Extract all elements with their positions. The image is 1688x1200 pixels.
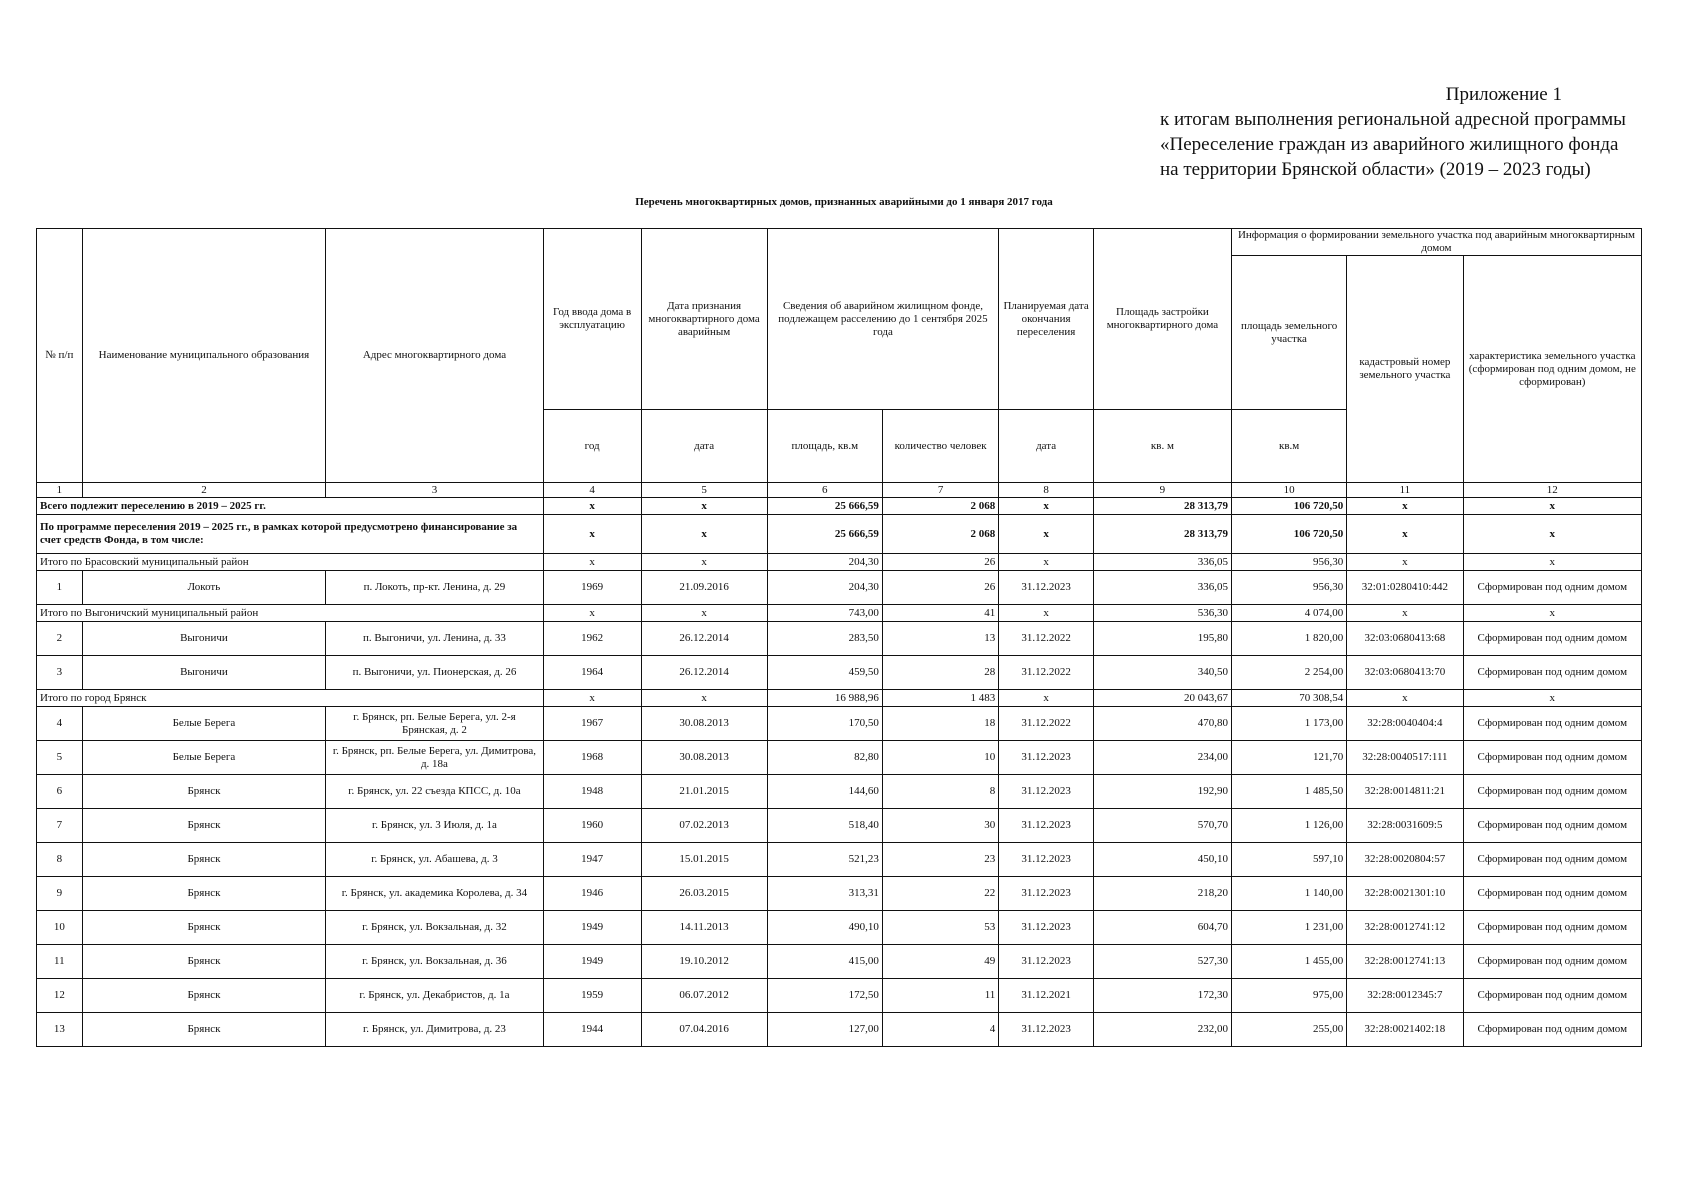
total-program-row (37, 515, 1642, 554)
column-number: 4 (543, 483, 641, 498)
row-area: 490,10 (767, 911, 882, 945)
row-year-built: 1962 (543, 622, 641, 656)
total-cell: x (1463, 605, 1641, 622)
row-land-area: 1 455,00 (1231, 945, 1346, 979)
row-number: 4 (37, 707, 83, 741)
row-planned-end: 31.12.2021 (999, 979, 1094, 1013)
appendix-header (1160, 82, 1680, 182)
row-land-char: Сформирован под одним домом (1463, 775, 1641, 809)
row-municipality: Брянск (82, 775, 326, 809)
row-number: 11 (37, 945, 83, 979)
row-land-char: Сформирован под одним домом (1463, 843, 1641, 877)
group-total-label: Итого по город Брянск (37, 690, 544, 707)
row-municipality: Брянск (82, 979, 326, 1013)
row-people: 26 (882, 571, 998, 605)
row-municipality: Белые Берега (82, 707, 326, 741)
row-build-area: 570,70 (1093, 809, 1231, 843)
row-land-area: 1 173,00 (1231, 707, 1346, 741)
group-total-row (37, 605, 1642, 622)
row-cadastral: 32:28:0040404:4 (1347, 707, 1463, 741)
total-cell: x (543, 515, 641, 554)
row-number: 13 (37, 1013, 83, 1047)
row-year-built: 1944 (543, 1013, 641, 1047)
row-municipality: Выгоничи (82, 656, 326, 690)
row-recognized-date: 26.03.2015 (641, 877, 767, 911)
total-build-area: 28 313,79 (1093, 498, 1231, 515)
row-recognized-date: 26.12.2014 (641, 656, 767, 690)
row-cadastral: 32:28:0031609:5 (1347, 809, 1463, 843)
row-cadastral: 32:01:0280410:442 (1347, 571, 1463, 605)
row-build-area: 450,10 (1093, 843, 1231, 877)
row-land-char: Сформирован под одним домом (1463, 741, 1641, 775)
total-all-row (37, 498, 1642, 515)
row-recognized-date: 07.02.2013 (641, 809, 767, 843)
total-cell: x (543, 605, 641, 622)
row-recognized-date: 07.04.2016 (641, 1013, 767, 1047)
row-land-area: 1 140,00 (1231, 877, 1346, 911)
column-number: 10 (1231, 483, 1346, 498)
row-address: г. Брянск, ул. Декабристов, д. 1а (326, 979, 543, 1013)
total-cell: x (1347, 554, 1463, 571)
row-people: 30 (882, 809, 998, 843)
column-number: 9 (1093, 483, 1231, 498)
total-cell: x (543, 554, 641, 571)
row-address: п. Выгоничи, ул. Ленина, д. 33 (326, 622, 543, 656)
col-header-housing-info: Сведения об аварийном жилищном фонде, подлежащем расселению до 1 сентября 2025 года (767, 229, 999, 410)
total-label: Всего подлежит переселению в 2019 – 2025 гг. (37, 498, 544, 515)
row-address: г. Брянск, рп. Белые Берега, ул. Димитрова, д. 18а (326, 741, 543, 775)
table-row (37, 945, 1642, 979)
col-header-planned-end: Планируемая дата окончания переселения (999, 229, 1094, 410)
row-planned-end: 31.12.2023 (999, 809, 1094, 843)
col-header-num: № п/п (37, 229, 83, 483)
row-land-area: 121,70 (1231, 741, 1346, 775)
row-area: 204,30 (767, 571, 882, 605)
row-build-area: 192,90 (1093, 775, 1231, 809)
row-municipality: Белые Берега (82, 741, 326, 775)
row-number: 6 (37, 775, 83, 809)
row-cadastral: 32:28:0012345:7 (1347, 979, 1463, 1013)
total-cell: x (641, 554, 767, 571)
row-recognized-date: 30.08.2013 (641, 741, 767, 775)
row-number: 9 (37, 877, 83, 911)
row-municipality: Локоть (82, 571, 326, 605)
row-planned-end: 31.12.2023 (999, 571, 1094, 605)
table-row (37, 622, 1642, 656)
column-number: 1 (37, 483, 83, 498)
group-total-area: 743,00 (767, 605, 882, 622)
row-planned-end: 31.12.2023 (999, 877, 1094, 911)
total-cell: x (1347, 605, 1463, 622)
table-row (37, 1013, 1642, 1047)
total-cell: x (543, 498, 641, 515)
row-cadastral: 32:28:0040517:111 (1347, 741, 1463, 775)
row-area: 172,50 (767, 979, 882, 1013)
row-year-built: 1969 (543, 571, 641, 605)
col-header-build-area: Площадь застройки многоквартирного дома (1093, 229, 1231, 410)
row-planned-end: 31.12.2022 (999, 622, 1094, 656)
row-area: 283,50 (767, 622, 882, 656)
group-total-label: Итого по Брасовский муниципальный район (37, 554, 544, 571)
col-header-cadastral: кадастровый номер земельного участка (1347, 256, 1463, 483)
table-row (37, 707, 1642, 741)
row-address: г. Брянск, ул. Вокзальная, д. 32 (326, 911, 543, 945)
row-planned-end: 31.12.2023 (999, 741, 1094, 775)
row-build-area: 336,05 (1093, 571, 1231, 605)
column-number: 12 (1463, 483, 1641, 498)
unit-date: дата (999, 410, 1094, 483)
table-row (37, 656, 1642, 690)
group-total-area: 204,30 (767, 554, 882, 571)
row-planned-end: 31.12.2023 (999, 843, 1094, 877)
column-number: 5 (641, 483, 767, 498)
row-build-area: 604,70 (1093, 911, 1231, 945)
row-land-char: Сформирован под одним домом (1463, 656, 1641, 690)
row-cadastral: 32:28:0021402:18 (1347, 1013, 1463, 1047)
row-land-char: Сформирован под одним домом (1463, 1013, 1641, 1047)
table-row (37, 843, 1642, 877)
group-total-row (37, 554, 1642, 571)
group-total-row (37, 690, 1642, 707)
row-planned-end: 31.12.2023 (999, 775, 1094, 809)
row-area: 144,60 (767, 775, 882, 809)
row-year-built: 1946 (543, 877, 641, 911)
row-area: 521,23 (767, 843, 882, 877)
unit-people: количество человек (882, 410, 998, 483)
row-cadastral: 32:28:0012741:12 (1347, 911, 1463, 945)
total-cell: x (999, 554, 1094, 571)
row-year-built: 1949 (543, 911, 641, 945)
row-recognized-date: 26.12.2014 (641, 622, 767, 656)
total-area: 25 666,59 (767, 515, 882, 554)
row-municipality: Брянск (82, 877, 326, 911)
row-people: 10 (882, 741, 998, 775)
row-recognized-date: 19.10.2012 (641, 945, 767, 979)
total-cell: x (641, 498, 767, 515)
total-people: 2 068 (882, 498, 998, 515)
total-cell: x (1347, 498, 1463, 515)
row-year-built: 1964 (543, 656, 641, 690)
row-land-area: 1 126,00 (1231, 809, 1346, 843)
row-number: 12 (37, 979, 83, 1013)
row-recognized-date: 30.08.2013 (641, 707, 767, 741)
row-build-area: 340,50 (1093, 656, 1231, 690)
row-people: 11 (882, 979, 998, 1013)
group-total-build-area: 20 043,67 (1093, 690, 1231, 707)
table-row (37, 775, 1642, 809)
row-municipality: Брянск (82, 911, 326, 945)
row-number: 5 (37, 741, 83, 775)
table-row (37, 571, 1642, 605)
row-municipality: Брянск (82, 1013, 326, 1047)
appendix-line: к итогам выполнения региональной адресной программы (1160, 109, 1626, 130)
row-people: 28 (882, 656, 998, 690)
row-recognized-date: 06.07.2012 (641, 979, 767, 1013)
total-land-area: 106 720,50 (1231, 498, 1346, 515)
row-recognized-date: 14.11.2013 (641, 911, 767, 945)
group-total-people: 41 (882, 605, 998, 622)
row-year-built: 1968 (543, 741, 641, 775)
row-people: 4 (882, 1013, 998, 1047)
row-address: г. Брянск, ул. 3 Июля, д. 1а (326, 809, 543, 843)
row-land-char: Сформирован под одним домом (1463, 622, 1641, 656)
row-municipality: Выгоничи (82, 622, 326, 656)
total-cell: x (1347, 690, 1463, 707)
row-land-area: 597,10 (1231, 843, 1346, 877)
table-row (37, 911, 1642, 945)
row-build-area: 232,00 (1093, 1013, 1231, 1047)
row-land-char: Сформирован под одним домом (1463, 707, 1641, 741)
total-cell: x (641, 690, 767, 707)
row-address: г. Брянск, ул. Димитрова, д. 23 (326, 1013, 543, 1047)
row-address: г. Брянск, ул. Вокзальная, д. 36 (326, 945, 543, 979)
row-area: 518,40 (767, 809, 882, 843)
col-header-municipality: Наименование муниципального образования (82, 229, 326, 483)
column-numbers-row (37, 483, 1642, 498)
table-row (37, 809, 1642, 843)
row-land-char: Сформирован под одним домом (1463, 809, 1641, 843)
row-build-area: 234,00 (1093, 741, 1231, 775)
row-people: 13 (882, 622, 998, 656)
row-cadastral: 32:28:0014811:21 (1347, 775, 1463, 809)
row-number: 7 (37, 809, 83, 843)
group-total-label: Итого по Выгоничский муниципальный район (37, 605, 544, 622)
total-cell: x (1463, 515, 1641, 554)
row-address: г. Брянск, рп. Белые Берега, ул. 2-я Брянская, д. 2 (326, 707, 543, 741)
houses-table (36, 228, 1642, 1047)
row-build-area: 470,80 (1093, 707, 1231, 741)
row-land-char: Сформирован под одним домом (1463, 979, 1641, 1013)
col-header-recognized-date: Дата признания многоквартирного дома аварийным (641, 229, 767, 410)
column-number: 7 (882, 483, 998, 498)
unit-area: площадь, кв.м (767, 410, 882, 483)
column-number: 3 (326, 483, 543, 498)
total-cell: x (999, 690, 1094, 707)
row-year-built: 1959 (543, 979, 641, 1013)
total-cell: x (1347, 515, 1463, 554)
row-recognized-date: 15.01.2015 (641, 843, 767, 877)
appendix-line: «Переселение граждан из аварийного жилищного фонда (1160, 134, 1619, 155)
row-cadastral: 32:28:0021301:10 (1347, 877, 1463, 911)
row-year-built: 1948 (543, 775, 641, 809)
total-build-area: 28 313,79 (1093, 515, 1231, 554)
column-number: 6 (767, 483, 882, 498)
col-header-address: Адрес многоквартирного дома (326, 229, 543, 483)
group-total-land-area: 956,30 (1231, 554, 1346, 571)
unit-sqm: кв. м (1093, 410, 1231, 483)
row-land-area: 255,00 (1231, 1013, 1346, 1047)
row-recognized-date: 21.01.2015 (641, 775, 767, 809)
column-number: 8 (999, 483, 1094, 498)
row-planned-end: 31.12.2023 (999, 945, 1094, 979)
row-number: 3 (37, 656, 83, 690)
total-label: По программе переселения 2019 – 2025 гг., в рамках которой предусмотрено финансирование за счет средств Фонда, в том числе: (37, 515, 544, 554)
appendix-title: Приложение 1 (1445, 84, 1562, 105)
total-cell: x (641, 605, 767, 622)
total-cell: x (1463, 690, 1641, 707)
row-land-char: Сформирован под одним домом (1463, 911, 1641, 945)
row-build-area: 172,30 (1093, 979, 1231, 1013)
row-number: 10 (37, 911, 83, 945)
total-cell: x (999, 515, 1094, 554)
row-planned-end: 31.12.2022 (999, 656, 1094, 690)
row-land-char: Сформирован под одним домом (1463, 877, 1641, 911)
group-total-area: 16 988,96 (767, 690, 882, 707)
row-cadastral: 32:28:0020804:57 (1347, 843, 1463, 877)
row-year-built: 1947 (543, 843, 641, 877)
unit-year: год (543, 410, 641, 483)
row-cadastral: 32:03:0680413:70 (1347, 656, 1463, 690)
row-cadastral: 32:03:0680413:68 (1347, 622, 1463, 656)
row-year-built: 1960 (543, 809, 641, 843)
unit-date: дата (641, 410, 767, 483)
total-cell: x (543, 690, 641, 707)
row-land-area: 1 231,00 (1231, 911, 1346, 945)
row-number: 8 (37, 843, 83, 877)
row-address: п. Локоть, пр-кт. Ленина, д. 29 (326, 571, 543, 605)
row-municipality: Брянск (82, 843, 326, 877)
row-recognized-date: 21.09.2016 (641, 571, 767, 605)
row-area: 459,50 (767, 656, 882, 690)
total-cell: x (999, 605, 1094, 622)
group-total-build-area: 536,30 (1093, 605, 1231, 622)
row-land-char: Сформирован под одним домом (1463, 571, 1641, 605)
group-total-land-area: 70 308,54 (1231, 690, 1346, 707)
row-number: 2 (37, 622, 83, 656)
row-planned-end: 31.12.2022 (999, 707, 1094, 741)
row-land-area: 1 820,00 (1231, 622, 1346, 656)
group-total-build-area: 336,05 (1093, 554, 1231, 571)
column-number: 11 (1347, 483, 1463, 498)
row-area: 82,80 (767, 741, 882, 775)
row-area: 313,31 (767, 877, 882, 911)
total-cell: x (999, 498, 1094, 515)
appendix-line: на территории Брянской области» (2019 – 2023 годы) (1160, 159, 1591, 180)
row-land-area: 975,00 (1231, 979, 1346, 1013)
total-cell: x (1463, 554, 1641, 571)
row-address: г. Брянск, ул. академика Королева, д. 34 (326, 877, 543, 911)
row-municipality: Брянск (82, 809, 326, 843)
table-row (37, 877, 1642, 911)
row-address: г. Брянск, ул. Абашева, д. 3 (326, 843, 543, 877)
row-people: 53 (882, 911, 998, 945)
table-row (37, 741, 1642, 775)
group-total-land-area: 4 074,00 (1231, 605, 1346, 622)
unit-sqm: кв.м (1231, 410, 1346, 483)
row-people: 8 (882, 775, 998, 809)
document-subtitle: Перечень многоквартирных домов, признанных аварийными до 1 января 2017 года (635, 196, 1053, 208)
col-header-year-built: Год ввода дома в эксплуатацию (543, 229, 641, 410)
total-land-area: 106 720,50 (1231, 515, 1346, 554)
row-planned-end: 31.12.2023 (999, 1013, 1094, 1047)
row-address: п. Выгоничи, ул. Пионерская, д. 26 (326, 656, 543, 690)
row-area: 170,50 (767, 707, 882, 741)
total-people: 2 068 (882, 515, 998, 554)
row-people: 22 (882, 877, 998, 911)
row-planned-end: 31.12.2023 (999, 911, 1094, 945)
row-year-built: 1949 (543, 945, 641, 979)
row-address: г. Брянск, ул. 22 съезда КПСС, д. 10а (326, 775, 543, 809)
table-body (37, 498, 1642, 1047)
col-header-land-area: площадь земельного участка (1231, 256, 1346, 410)
row-cadastral: 32:28:0012741:13 (1347, 945, 1463, 979)
total-cell: x (1463, 498, 1641, 515)
row-people: 18 (882, 707, 998, 741)
row-municipality: Брянск (82, 945, 326, 979)
row-year-built: 1967 (543, 707, 641, 741)
col-header-land-info: Информация о формировании земельного участка под аварийным многоквартирным домом (1231, 229, 1641, 256)
row-land-area: 1 485,50 (1231, 775, 1346, 809)
row-land-area: 2 254,00 (1231, 656, 1346, 690)
row-area: 127,00 (767, 1013, 882, 1047)
row-people: 49 (882, 945, 998, 979)
table-row (37, 979, 1642, 1013)
row-land-area: 956,30 (1231, 571, 1346, 605)
group-total-people: 1 483 (882, 690, 998, 707)
row-build-area: 195,80 (1093, 622, 1231, 656)
col-header-land-char: характеристика земельного участка (сформирован под одним домом, не сформирован) (1463, 256, 1641, 483)
row-build-area: 527,30 (1093, 945, 1231, 979)
row-land-char: Сформирован под одним домом (1463, 945, 1641, 979)
row-build-area: 218,20 (1093, 877, 1231, 911)
row-area: 415,00 (767, 945, 882, 979)
total-area: 25 666,59 (767, 498, 882, 515)
row-people: 23 (882, 843, 998, 877)
column-number: 2 (82, 483, 326, 498)
group-total-people: 26 (882, 554, 998, 571)
row-number: 1 (37, 571, 83, 605)
total-cell: x (641, 515, 767, 554)
